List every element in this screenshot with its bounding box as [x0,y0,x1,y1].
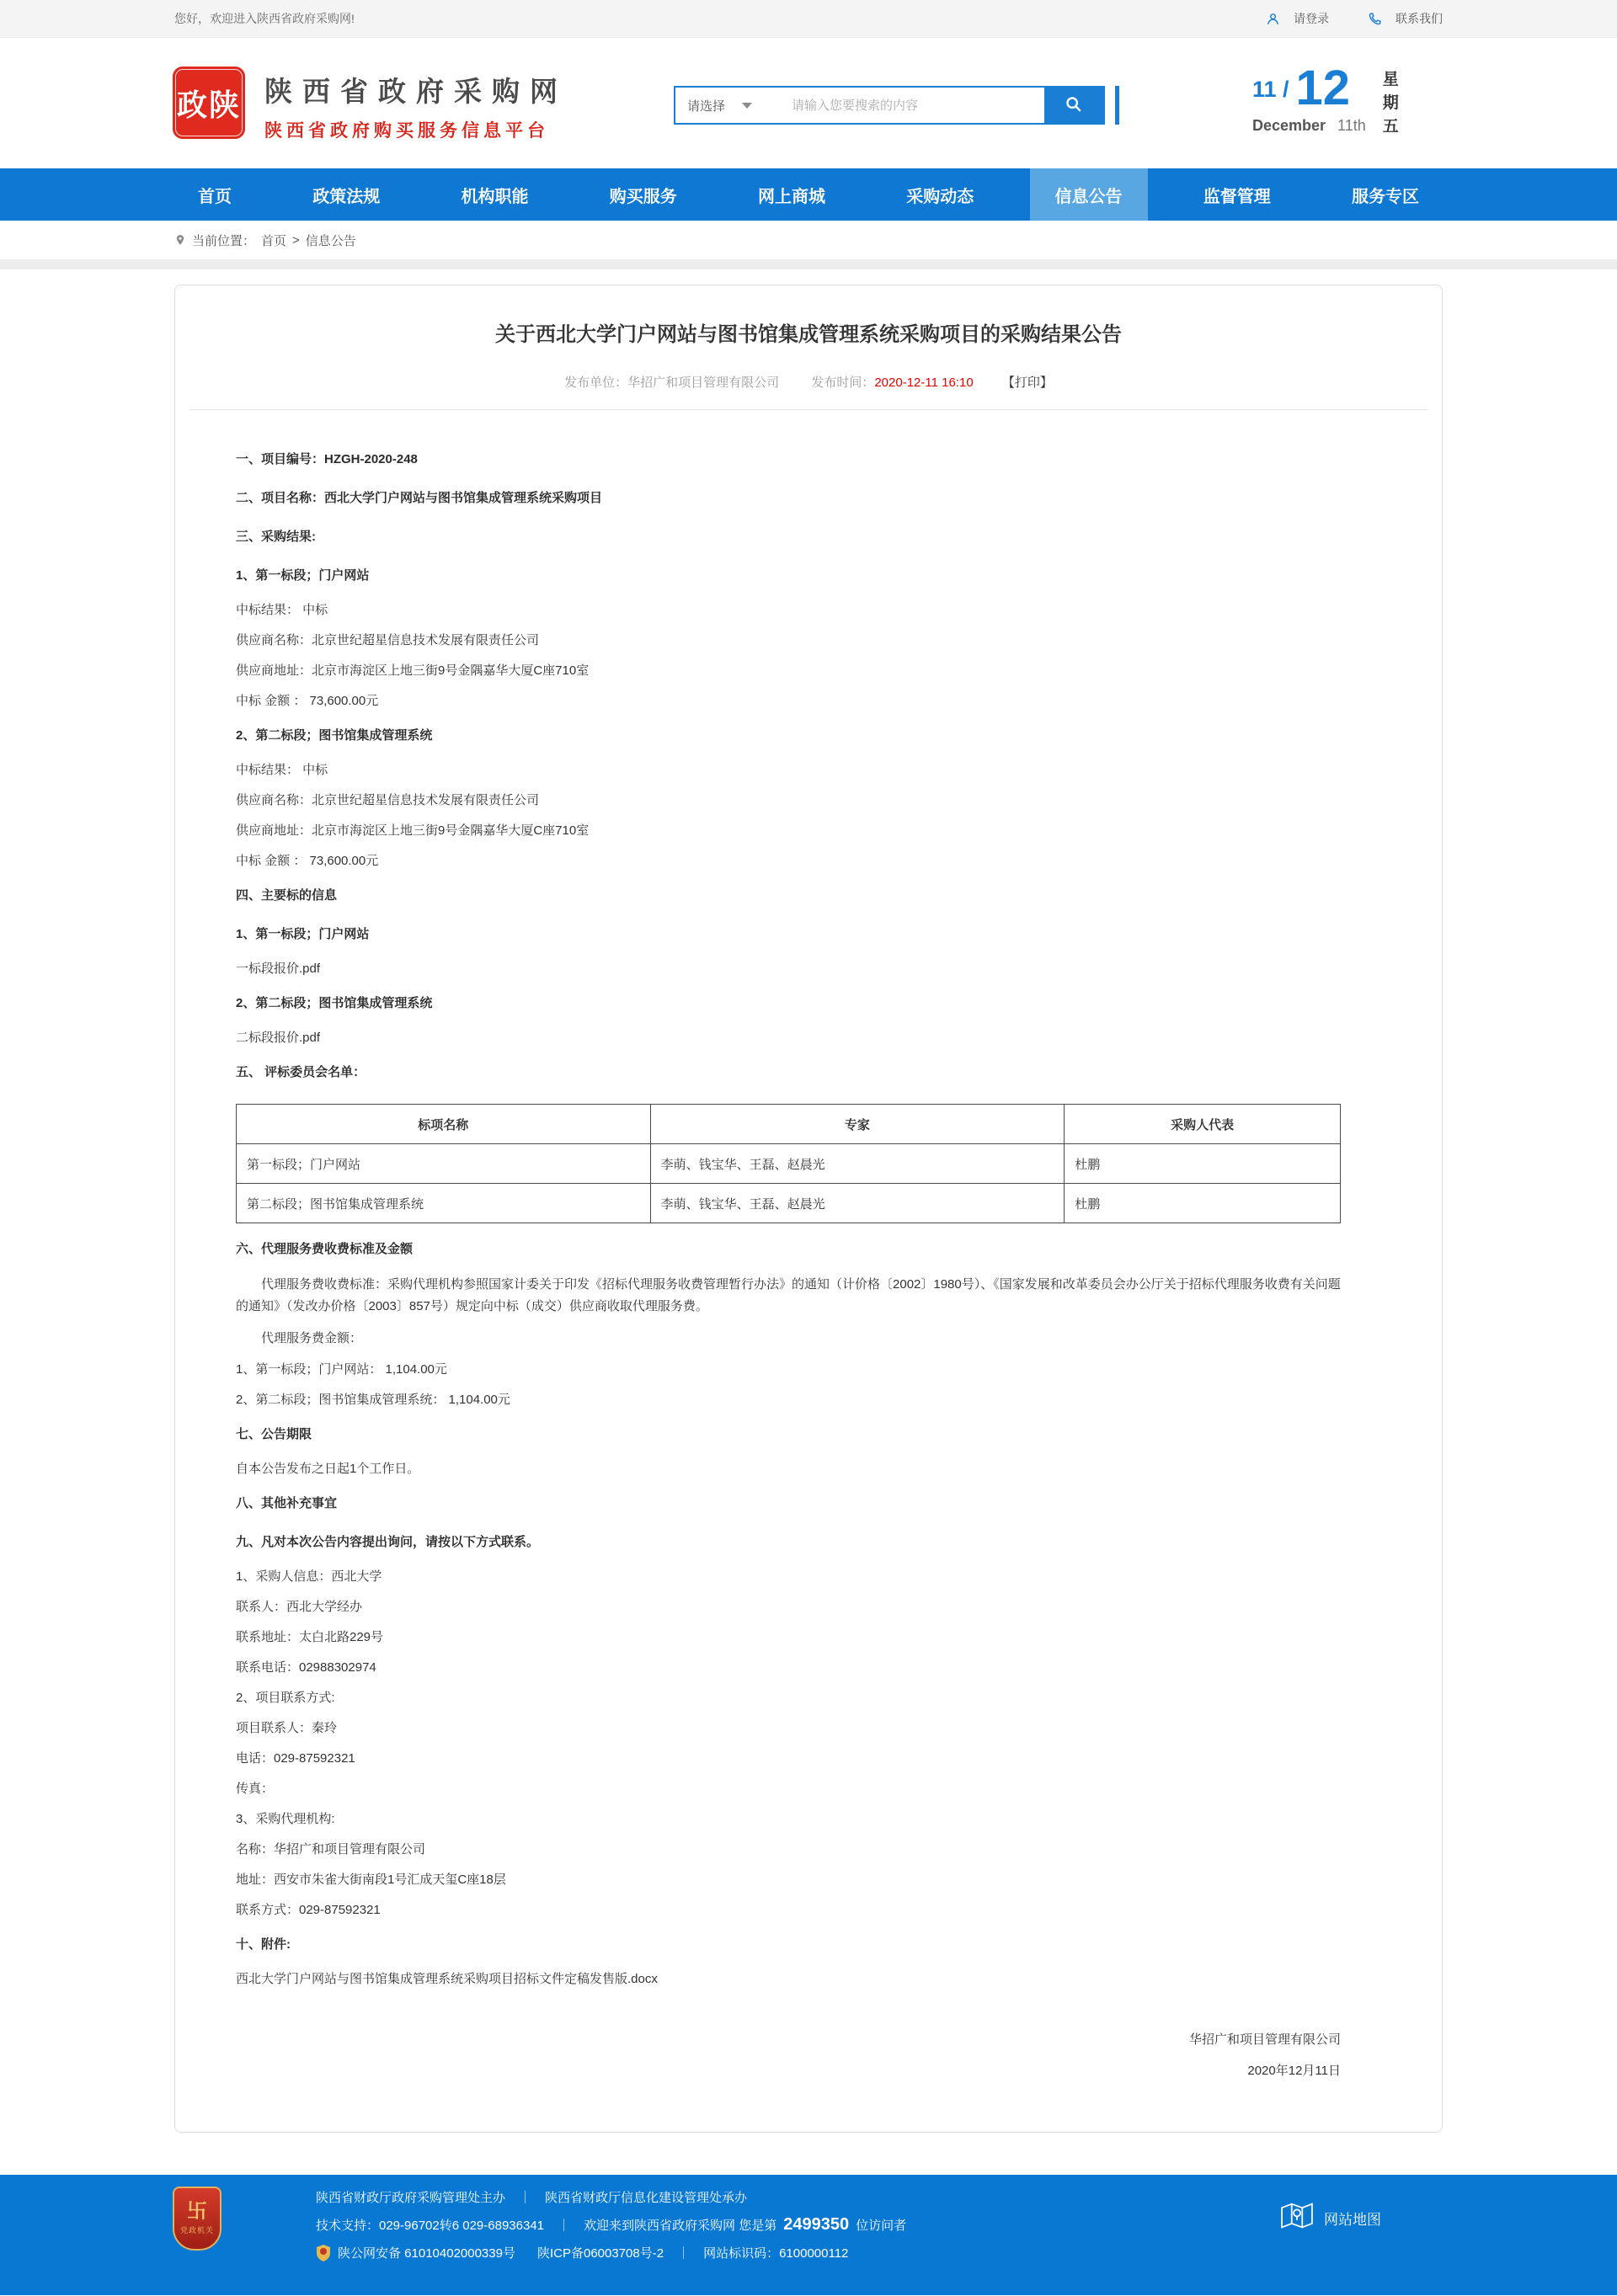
article-heading: 七、公告期限 [236,1427,312,1441]
table-row [237,1144,1341,1184]
article-heading: 2、第二标段；图书馆集成管理系统 [236,728,433,743]
date-month: December [1252,117,1326,134]
attachment-link[interactable]: 二标段报价.pdf [236,1031,321,1045]
signature-date: 2020年12月11日 [1247,2064,1341,2078]
location-pin-icon [174,233,186,247]
badge-text: 党政机关 [179,2226,214,2235]
footer-co-organizer: 陕西省财政厅信息化建设管理处承办 [545,2191,748,2205]
site-subtitle: 陕西省政府购买服务信息平台 [264,121,549,141]
nav-item-2[interactable]: 政策法规 [312,187,381,206]
article-heading: 四、主要标的信息 [236,888,338,903]
title-divider [189,409,1428,410]
footer-line-3: 陕公网安备 61010402000339号 陕ICP备06003708号-2 ｜ 网站标识码：6100000112 [316,2239,906,2267]
attachment-link[interactable]: 一标段报价.pdf [236,962,321,976]
article-heading: 2、第二标段；图书馆集成管理系统 [236,996,433,1010]
table-row [237,1184,1341,1223]
search-input[interactable] [790,98,1044,114]
article-line: 2、项目联系方式: [236,1691,335,1705]
date-ordinal: 11th [1337,117,1366,134]
site-footer [0,2175,1617,2295]
article-heading: 八、其他补充事宜 [236,1496,338,1510]
weekday-label: 星期五 [1382,71,1399,136]
table-cell: 杜鹏 [1065,1184,1341,1223]
article-line: 地址：西安市朱雀大街南段1号汇成天玺C座18层 [236,1872,506,1887]
search-icon [1065,95,1083,116]
table-cell: 杜鹏 [1065,1144,1341,1184]
login-link[interactable]: 请登录 [1266,10,1329,27]
date-widget [1252,61,1403,139]
article-heading: 二、项目名称：西北大学门户网站与图书馆集成管理系统采购项目 [236,491,603,505]
page-title: 关于西北大学门户网站与图书馆集成管理系统采购项目的采购结果公告 [495,323,1122,346]
article-line: 供应商地址：北京市海淀区上地三街9号金隅嘉华大厦C座710室 [236,663,590,678]
article-line: 1、采购人信息：西北大学 [236,1569,382,1584]
signature-company: 华招广和项目管理有限公司 [1188,2032,1341,2047]
search-divider-bar [1115,86,1119,125]
article-line: 供应商名称：北京世纪超星信息技术发展有限责任公司 [236,633,540,647]
phone-icon [1368,12,1382,26]
article-heading: 十、附件: [236,1937,291,1952]
search-box [674,86,1105,125]
search-category-select[interactable]: 请选择 [675,97,790,115]
nav-item-9[interactable]: 服务专区 [1352,187,1419,206]
sitemap-icon [1280,2202,1314,2235]
article-line: 传真： [236,1782,275,1796]
table-cell: 李萌、钱宝华、王磊、赵晨光 [650,1184,1065,1223]
table-header-cell: 专家 [650,1105,1065,1144]
article-heading: 1、第一标段；门户网站 [236,568,370,583]
welcome-text: 您好，欢迎进入陕西省政府采购网! [174,12,355,25]
article-line: 2、第二标段；图书馆集成管理系统： 1,104.00元 [236,1393,510,1407]
party-gov-badge-logo [173,2187,221,2251]
site-header [0,38,1617,168]
site-logo[interactable]: 政陕 [173,67,245,139]
breadcrumb-current: 信息公告 [305,233,356,248]
table-cell: 第一标段；门户网站 [237,1144,651,1184]
article-heading: 1、第一标段；门户网站 [236,927,370,941]
footer-welcome: 欢迎来到陕西省政府采购网 您是第 [584,2219,777,2233]
signature-block [236,2023,1341,2086]
breadcrumb-prefix: 当前位置： [192,233,256,248]
footer-visitor-suffix: 位访问者 [856,2219,907,2233]
table-header-cell: 采购人代表 [1065,1105,1341,1144]
article-line: 供应商地址：北京市海淀区上地三街9号金隅嘉华大厦C座710室 [236,823,590,838]
footer-line-1: 陕西省财政厅政府采购管理处主办 ｜ 陕西省财政厅信息化建设管理处承办 [316,2183,906,2211]
user-icon [1266,12,1280,26]
breadcrumb [0,221,1617,259]
table-cell: 第二标段；图书馆集成管理系统 [237,1184,651,1223]
chevron-down-icon [742,103,752,109]
search-button[interactable] [1044,88,1103,123]
committee-table [236,1104,1341,1223]
contact-link[interactable]: 联系我们 [1368,10,1443,27]
article-heading: 九、凡对本次公告内容提出询问，请按以下方式联系。 [236,1535,540,1549]
print-button[interactable]: 【打印】 [1001,376,1053,390]
article-line: 代理服务费金额： [261,1331,363,1345]
footer-icp[interactable]: 陕ICP备06003708号-2 [536,2246,664,2261]
article-line: 联系地址：太白北路229号 [236,1630,384,1644]
footer-line-2: 技术支持：029-96702转6 029-68936341 ｜ 欢迎来到陕西省政府采购网 您是第 2499350 位访问者 [316,2215,907,2234]
breadcrumb-separator: > [292,232,300,248]
badge-emblem-icon: 卐 [187,2200,207,2223]
nav-item-3[interactable]: 机构职能 [461,187,529,206]
footer-tech-support: 技术支持：029-96702转6 029-68936341 [316,2219,545,2233]
article-line: 名称：华招广和项目管理有限公司 [236,1842,426,1857]
committee-table-head-row [237,1105,1341,1144]
footer-beian[interactable]: 陕公网安备 61010402000339号 [338,2246,515,2261]
article-line: 联系方式：029-87592321 [236,1903,381,1917]
committee-table-body [237,1144,1341,1223]
article-line: 联系人：西北大学经办 [236,1600,363,1614]
article-body-1 [236,440,1341,1092]
nav-item-5[interactable]: 网上商城 [758,187,825,206]
article-line: 中标结果： 中标 [236,603,328,617]
visitor-count: 2499350 [783,2215,850,2234]
publish-time-label: 发布时间： [811,376,875,390]
article-line: 电话：029-87592321 [236,1751,355,1766]
article-line: 联系电话：02988302974 [236,1660,376,1675]
nav-item-4[interactable]: 购买服务 [609,187,677,206]
article-line: 1、第一标段；门户网站： 1,104.00元 [236,1362,447,1377]
nav-item-7[interactable]: 信息公告 [1030,168,1148,221]
article-heading: 五、 评标委员会名单： [236,1065,366,1079]
date-prev-day: 11 / [1252,77,1289,102]
footer-organizer: 陕西省财政厅政府采购管理处主办 [316,2191,506,2205]
publisher-label: 发布单位： [564,376,628,390]
article-line: 中标结果： 中标 [236,763,328,777]
article-line: 项目联系人：秦玲 [236,1721,338,1735]
nav-item-1[interactable]: 首页 [198,187,232,206]
top-bar [0,0,1617,38]
main-content [0,269,1617,2175]
table-header-cell: 标项名称 [237,1105,651,1144]
date-day: 12 [1295,61,1351,115]
sitemap-link[interactable] [1280,2202,1381,2235]
nav-item-8[interactable]: 监督管理 [1203,187,1271,206]
article-heading: 六、代理服务费收费标准及金额 [236,1242,414,1256]
breadcrumb-home[interactable]: 首页 [261,233,287,248]
article-line: 中标 金额 ： 73,600.00元 [236,694,379,708]
announcement-card [174,285,1443,2133]
nav-item-6[interactable]: 采购动态 [906,187,974,206]
footer-site-code: 网站标识码：6100000112 [703,2246,849,2261]
article-line: 代理服务费收费标准：采购代理机构参照国家计委关于印发《招标代理服务收费管理暂行办法》的通知（计价格〔2002〕1980号）、《国家发展和改革委员会办公厅关于招标代理服务收费有关问题的通知》（发改办价格〔2003〕857号）规定向中标（成交）供应商收取代理服务费。 [236,1277,1341,1313]
attachment-link[interactable]: 西北大学门户网站与图书馆集成管理系统采购项目招标文件定稿发售版.docx [236,1972,658,1986]
publish-time-value: 2020-12-11 16:10 [874,376,974,390]
article-line: 3、采购代理机构: [236,1812,335,1826]
publisher-value: 华招广和项目管理有限公司 [627,376,780,390]
article-meta [175,373,1442,391]
police-badge-icon [316,2245,331,2261]
nav [0,168,1617,221]
section-divider [0,259,1617,269]
table-cell: 李萌、钱宝华、王磊、赵晨光 [650,1144,1065,1184]
article-heading: 三、采购结果: [236,530,316,544]
article-line: 中标 金额 ： 73,600.00元 [236,854,379,868]
article-line: 自本公告发布之日起1个工作日。 [236,1462,420,1476]
article-body-2 [236,1230,1341,1995]
article-line: 供应商名称：北京世纪超星信息技术发展有限责任公司 [236,793,540,807]
sitemap-label: 网站地图 [1324,2212,1381,2228]
article-heading: 一、项目编号：HZGH-2020-248 [236,452,418,466]
site-title: 陕西省政府采购网 [264,76,568,107]
